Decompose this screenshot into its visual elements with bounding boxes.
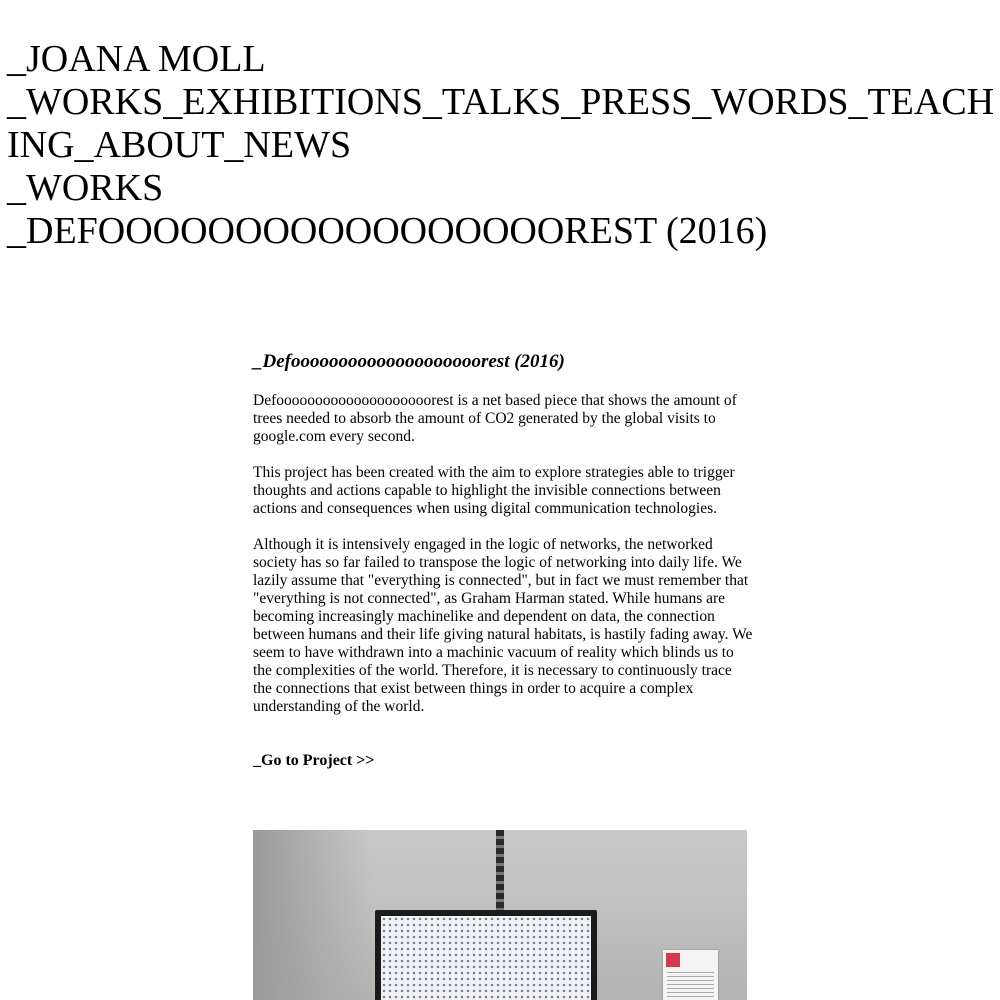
installation-photo [253, 830, 747, 1000]
photo-wall-label-logo [666, 953, 680, 967]
work-content [253, 350, 753, 770]
go-to-project-link[interactable]: _Go to Project >> [253, 752, 375, 769]
site-header [7, 38, 997, 253]
work-description-paragraph: Although it is intensively engaged in the logic of networks, the networked society has so far failed to transpose the logic of networking into daily life. We lazily assume that "everything is connected", but in fact we must remember that "everything is not connected", as Graham Harman stated. While humans are becoming increasingly machinelike and dependent on data, the connection between humans and their life giving natural habitats, is hastily fading away. We seem to have withdrawn into a machinic vacuum of reality which blinds us to the complexities of the world. Therefore, it is necessary to continuously trace the connections that exist between things in order to acquire a complex understanding of the world. [253, 536, 753, 715]
main-nav[interactable]: _WORKS_EXHIBITIONS_TALKS_PRESS_WORDS_TEACHING_ABOUT_NEWS [7, 81, 995, 166]
work-description-paragraph: Defoooooooooooooooooooorest is a net based piece that shows the amount of trees needed to absorb the amount of CO2 generated by the global visits to google.com every second. [253, 392, 737, 445]
photo-wall-shadow [253, 830, 373, 1000]
photo-monitor [375, 910, 597, 1000]
site-title-link[interactable]: _JOANA MOLL [7, 38, 266, 80]
photo-wall-label-text [667, 972, 714, 1000]
photo-monitor-screen [381, 916, 591, 1000]
work-title: _Defoooooooooooooooooooorest (2016) [253, 351, 565, 372]
breadcrumb-works[interactable]: _WORKS [7, 167, 164, 209]
breadcrumb-current-work[interactable]: _DEFOOOOOOOOOOOOOOOOOREST (2016) [7, 210, 768, 252]
photo-wall-label [663, 950, 718, 1000]
photo-hanging-cable [496, 830, 504, 912]
work-description-paragraph: This project has been created with the aim to explore strategies able to trigger thoughts and actions capable to highlight the invisible connections between actions and consequences when using digital communication technologies. [253, 464, 735, 517]
